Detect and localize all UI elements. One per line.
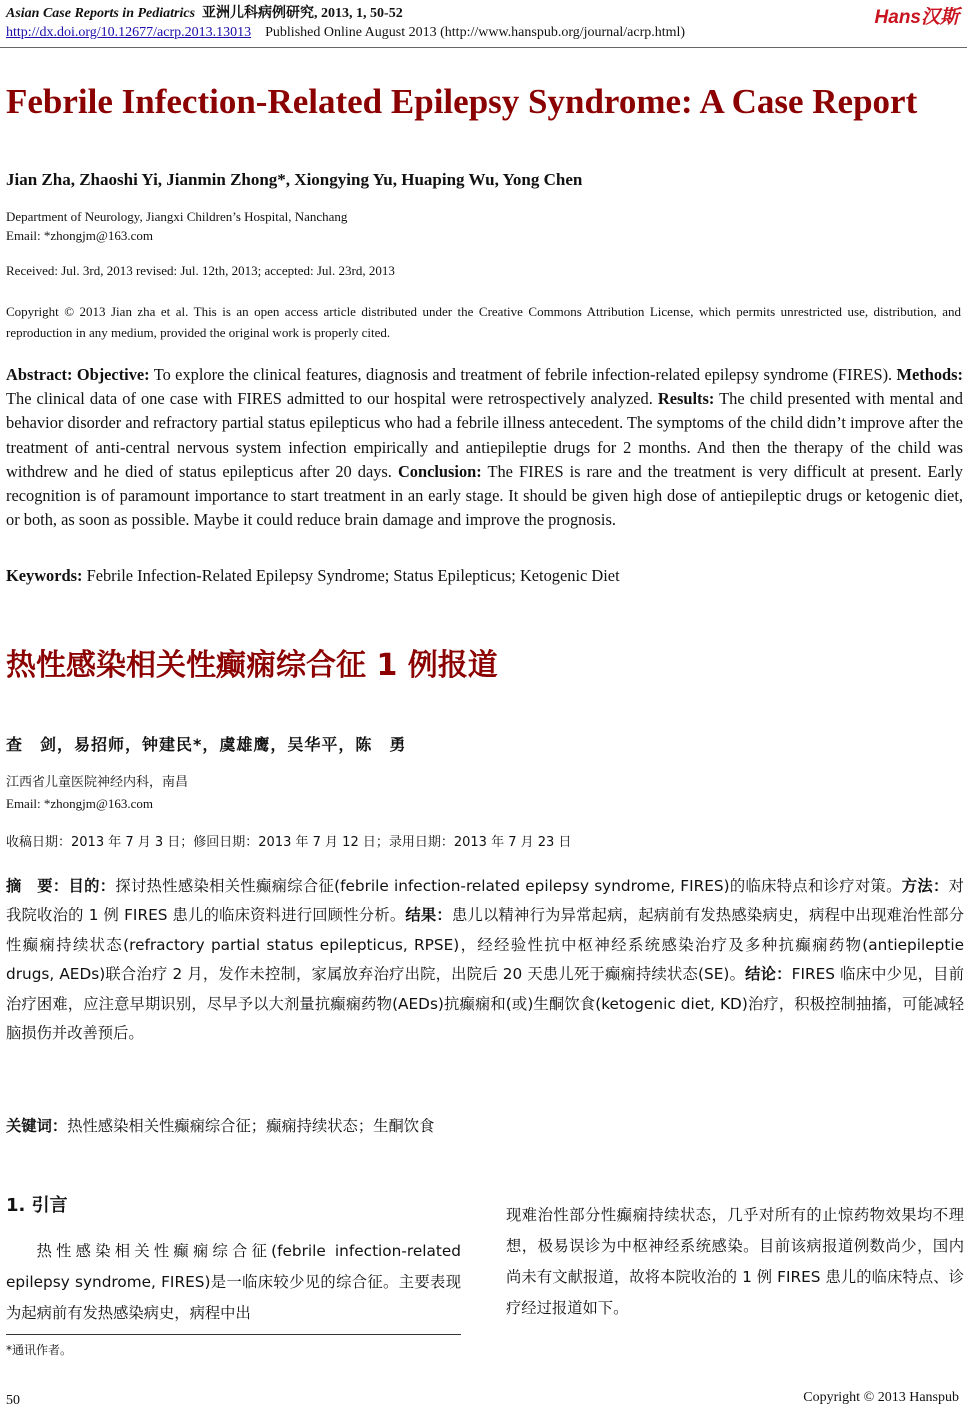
- journal-header: [6, 2, 403, 22]
- objective-text: To explore the clinical features, diagnosis and treatment of febrile infection-related epilepsy syndrome (FIRES).: [153, 365, 893, 384]
- journal-name-en: Asian Case Reports in Pediatrics: [6, 6, 196, 21]
- methods-text-cn: 对我院收治的 1 例 FIRES 患儿的临床资料进行回顾性分析。: [6, 877, 964, 925]
- doi-link[interactable]: http://dx.doi.org/10.12677/acrp.2013.13013: [6, 25, 252, 40]
- authors-en: Jian Zha, Zhaoshi Yi, Jianmin Zhong*, Xiongying Yu, Huaping Wu, Yong Chen: [6, 170, 583, 189]
- abstract-label-cn: 摘 要：: [6, 877, 69, 895]
- page-number: 50: [6, 1393, 20, 1408]
- results-label-cn: 结果：: [405, 906, 452, 925]
- authors-cn: 查 剑，易招师，钟建民*，虞雄鹰，吴华平，陈 勇: [6, 735, 407, 754]
- paper-title-cn: 热性感染相关性癫痫综合征 1 例报道: [6, 648, 498, 683]
- affiliation-block-en: [6, 207, 347, 245]
- abstract-en: [6, 363, 963, 532]
- methods-label-cn: 方法：: [901, 877, 949, 895]
- intro-left-column: 热性感染相关性癫痫综合征(febrile infection-related epilepsy syndrome, FIRES)是一临床较少见的综合征。主要表现为起病前有发热感染病史，病程中出: [6, 1242, 461, 1322]
- footnote-divider: [6, 1334, 461, 1335]
- doi-line: [6, 25, 685, 41]
- affiliation-block-cn: [6, 772, 188, 814]
- received-dates-cn: 收稿日期：2013 年 7 月 3 日；修回日期：2013 年 7 月 12 日；录用日期：2013 年 7 月 23 日: [6, 835, 572, 850]
- results-text: The child presented with mental and behavior disorder and refractory partial status epilepticus who had a febrile illness antecedent. The symptoms of the child didn’t improve after the treatment of anti-central nervous system infection empirically and antiepileptie drugs for 2 months. And then the therapy of the child was withdrew and he died of status epilepticus after 20 days.: [6, 389, 963, 481]
- abstract-label: Abstract:: [6, 365, 73, 384]
- corresponding-author-footnote: *通讯作者。: [6, 1343, 73, 1357]
- objective-label: Objective:: [76, 365, 150, 384]
- conclusion-label: Conclusion:: [397, 461, 482, 481]
- paper-title-en: Febrile Infection-Related Epilepsy Syndrome: A Case Report: [6, 82, 918, 121]
- objective-text-cn: 探讨热性感染相关性癫痫综合征(febrile infection-related epilepsy syndrome, FIRES)的临床特点和诊疗对策。: [115, 877, 902, 895]
- affiliation-cn: 江西省儿童医院神经内科，南昌: [6, 775, 189, 790]
- received-dates-en: Received: Jul. 3rd, 2013 revised: Jul. 12th, 2013; accepted: Jul. 23rd, 2013: [6, 263, 395, 278]
- email-cn: Email: *zhongjm@163.com: [6, 796, 154, 811]
- keywords-text-en: Febrile Infection-Related Epilepsy Syndrome; Status Epilepticus; Ketogenic Diet: [86, 566, 620, 585]
- email-en: Email: *zhongjm@163.com: [6, 228, 154, 243]
- footer-copyright: Copyright © 2013 Hanspub: [803, 1390, 959, 1405]
- keywords-cn: [6, 1114, 434, 1136]
- keywords-label-en: Keywords:: [6, 566, 83, 585]
- published-online: Published Online August 2013 (http://www.hanspub.org/journal/acrp.html): [265, 25, 686, 40]
- results-label: Results:: [657, 389, 715, 409]
- objective-label-cn: 目的：: [68, 877, 116, 895]
- intro-right-column: 现难治性部分性癫痫持续状态，几乎对所有的止惊药物效果均不理想，极易误诊为中枢神经系统感染。目前该病报道例数尚少，国内尚未有文献报道，故将本院收治的 1 例 FIRES 患儿的临床特点、诊疗经过报道如下。: [506, 1206, 964, 1317]
- hans-logo: Hans汉斯: [874, 7, 959, 28]
- keywords-label-cn: 关键词：: [6, 1117, 68, 1135]
- keywords-en: [6, 566, 620, 586]
- journal-info-cn: 亚洲儿科病例研究, 2013, 1, 50-52: [202, 6, 403, 21]
- methods-text: The clinical data of one case with FIRES admitted to our hospital were retrospectively analyzed.: [6, 389, 653, 409]
- conclusion-text: The FIRES is rare and the treatment is very difficult at present. Early recognition is of paramount importance to start treatment in an early stage. It should be given high dose of antiepileptic drugs or ketogenic diet, or both, as soon as possible. Maybe it could reduce brain damage and improve the prognosis.: [6, 461, 963, 530]
- methods-label: Methods:: [896, 365, 963, 384]
- conclusion-text-cn: FIRES 临床中少见，目前治疗困难，应注意早期识别，尽早予以大剂量抗癫痫药物(AEDs)抗癫痫和(或)生酮饮食(ketogenic diet, KD)治疗，积极控制抽搐，可能减轻脑损伤并改善预后。: [6, 965, 964, 1043]
- copyright-notice: Copyright © 2013 Jian zha et al. This is an open access article distributed under the Creative Commons Attribution License, which permits unrestricted use, distribution, and reproduction in any medium, provided the original work is properly cited.: [6, 304, 961, 340]
- results-text-cn: 患儿以精神行为异常起病，起病前有发热感染病史，病程中出现难治性部分性癫痫持续状态(refractory partial status epilepticus, RPSE)，经经验性抗中枢神经系统感染治疗及多种抗癫痫药物(antiepileptie drugs, AEDs)联合治疗 2 月，发作未控制，家属放弃治疗出院，出院后 20 天患儿死于癫痫持续状态(SE)。: [6, 906, 964, 984]
- affiliation-en: Department of Neurology, Jiangxi Children’s Hospital, Nanchang: [6, 209, 348, 224]
- header-divider: [0, 47, 967, 48]
- keywords-text-cn: 热性感染相关性癫痫综合征；癫痫持续状态；生酮饮食: [67, 1117, 435, 1135]
- conclusion-label-cn: 结论：: [745, 965, 792, 984]
- abstract-cn: [6, 872, 964, 1048]
- section-heading-introduction: 1. 引言: [6, 1195, 68, 1216]
